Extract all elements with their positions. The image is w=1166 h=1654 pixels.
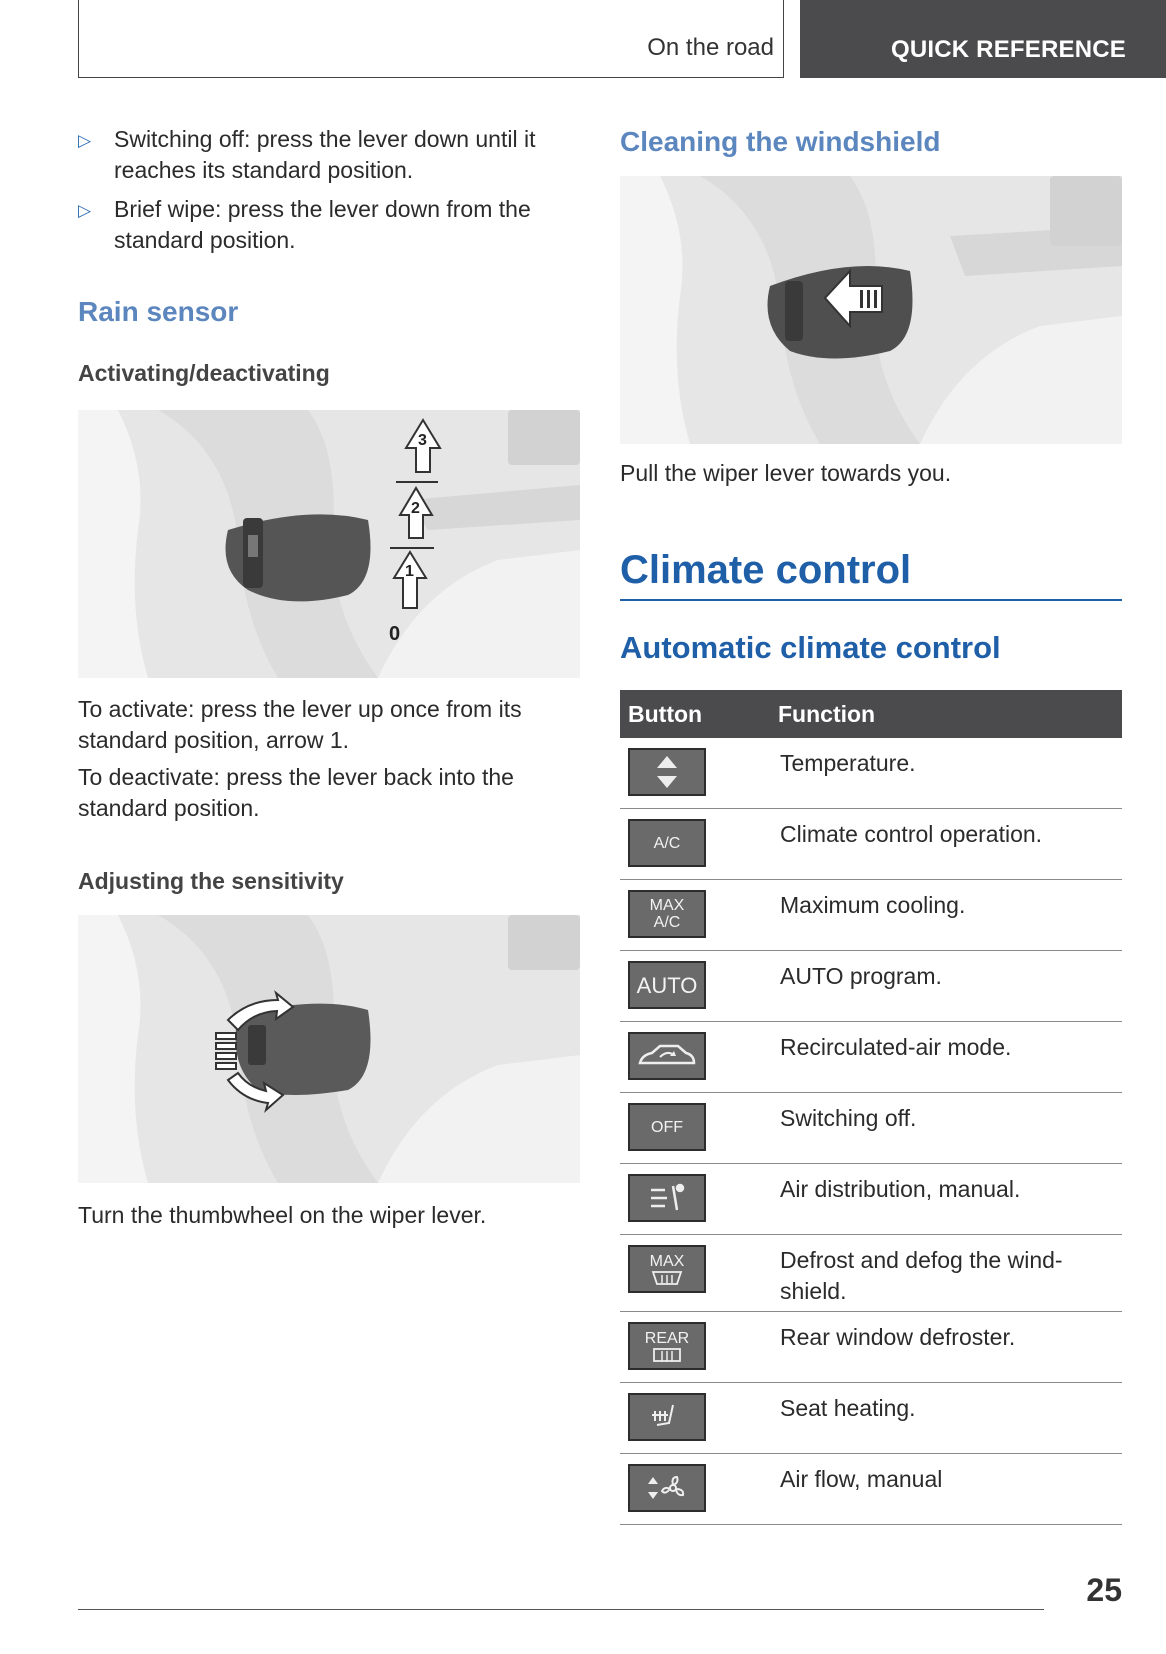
header-tab-label: QUICK REFERENCE (890, 36, 1126, 63)
climate-control-heading: Climate control (620, 548, 912, 592)
max-ac-icon: MAX A/C (628, 890, 706, 938)
table-row (620, 1164, 1122, 1235)
bullet-triangle-icon: ▷ (78, 201, 92, 220)
table-cell-function: Temperature. (780, 750, 916, 776)
table-row (620, 1093, 1122, 1164)
arrow-label-3: 3 (418, 432, 427, 449)
table-cell-function: Air distribution, manual. (780, 1176, 1021, 1202)
fan-icon (628, 1464, 706, 1512)
rain-sensor-lever-illustration (78, 410, 580, 678)
table-cell-function: Switching off. (780, 1105, 917, 1131)
bullet-triangle-icon: ▷ (78, 131, 92, 150)
table-cell-function: Air flow, manual (780, 1466, 943, 1492)
table-cell-function: Maximum cooling. (780, 892, 966, 918)
table-row (620, 880, 1122, 951)
table-row (620, 809, 1122, 880)
table-row (620, 738, 1122, 809)
recirculation-icon (628, 1032, 706, 1080)
activate-text: To activate: press the lever up once from its standard position, arrow 1. (78, 696, 522, 753)
pull-lever-text: Pull the wiper lever towards you. (620, 460, 952, 486)
table-row (620, 1022, 1122, 1093)
activating-heading: Activating/deactivating (78, 360, 330, 386)
table-row (620, 1312, 1122, 1383)
bullet-brief-wipe: ▷ Brief wipe: press the lever down from the standard position. (78, 196, 531, 253)
table-cell-function: Defrost and defog the wind-shield. (780, 1247, 1063, 1304)
table-header-button: Button (628, 701, 703, 727)
arrow-label-2: 2 (411, 500, 420, 517)
automatic-climate-heading: Automatic climate control (620, 630, 1001, 665)
temperature-arrows-icon (628, 748, 706, 796)
air-distribution-icon (628, 1174, 706, 1222)
footer-rule (78, 1609, 1044, 1610)
seat-heating-icon (628, 1393, 706, 1441)
wiper-pull-illustration (620, 176, 1122, 444)
bullet-switching-off: ▷ Switching off: press the lever down until it reaches its standard position. (78, 126, 536, 183)
arrow-label-1: 1 (405, 563, 414, 580)
table-cell-function: Rear window defroster. (780, 1324, 1016, 1350)
table-row (620, 951, 1122, 1022)
thumbwheel-illustration (78, 915, 580, 1183)
deactivate-text: To deactivate: press the lever back into the standard position. (78, 764, 514, 821)
climate-heading-rule (620, 599, 1122, 601)
sensitivity-heading: Adjusting the sensitivity (78, 868, 344, 894)
rear-defrost-icon: REAR (628, 1322, 706, 1370)
table-cell-function: Climate control operation. (780, 821, 1043, 847)
auto-icon: AUTO (628, 961, 706, 1009)
page-number: 25 (1086, 1572, 1122, 1608)
ac-icon: A/C (628, 819, 706, 867)
header-tab (800, 0, 1166, 78)
max-defrost-icon: MAX (628, 1245, 706, 1293)
climate-buttons-table (620, 690, 1122, 1525)
arrow-label-0: 0 (389, 623, 401, 645)
table-row (620, 1383, 1122, 1454)
table-cell-function: Recirculated-air mode. (780, 1034, 1012, 1060)
off-icon: OFF (628, 1103, 706, 1151)
thumbwheel-text: Turn the thumbwheel on the wiper lever. (78, 1202, 487, 1228)
cleaning-heading: Cleaning the windshield (620, 126, 941, 157)
table-row (620, 1235, 1122, 1312)
header-section-title: On the road (647, 34, 774, 61)
rain-sensor-heading: Rain sensor (78, 296, 239, 327)
table-header-function: Function (778, 701, 876, 727)
table-row (620, 1454, 1122, 1525)
table-cell-function: Seat heating. (780, 1395, 916, 1421)
table-cell-function: AUTO program. (780, 963, 942, 989)
table-header (620, 690, 1122, 738)
